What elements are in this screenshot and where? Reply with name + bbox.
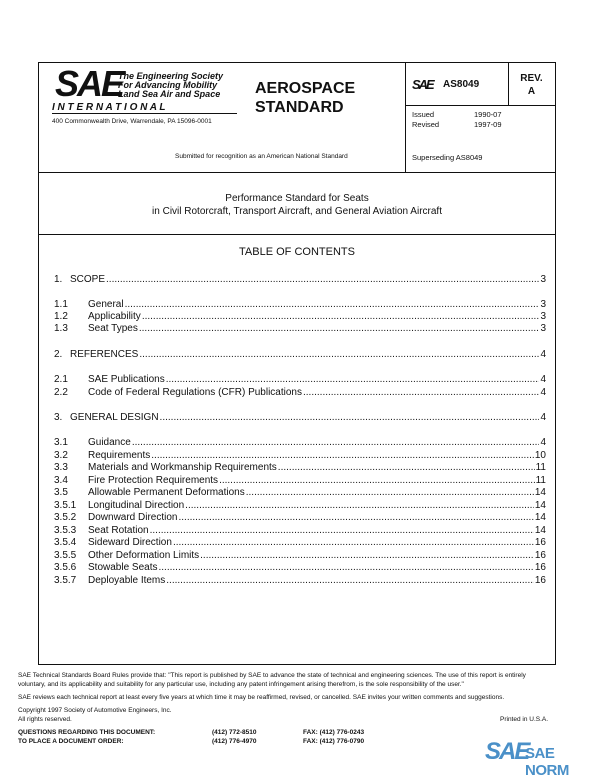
divider bbox=[405, 105, 555, 106]
toc-number: 3.3 bbox=[54, 462, 68, 473]
toc-leader bbox=[160, 412, 540, 423]
rev-value: A bbox=[527, 86, 536, 97]
watermark-logo: SAE bbox=[485, 738, 529, 765]
toc-page: 16 bbox=[534, 562, 546, 573]
toc-title: SCOPE bbox=[70, 274, 106, 285]
toc-page: 4 bbox=[540, 387, 546, 398]
toc-page: 16 bbox=[534, 537, 546, 548]
issued-label: Issued bbox=[412, 110, 435, 119]
toc-leader bbox=[200, 550, 534, 561]
toc-page: 3 bbox=[540, 274, 546, 285]
toc-title: Allowable Permanent Deformations bbox=[88, 487, 245, 498]
toc-title: Longitudinal Direction bbox=[88, 500, 185, 511]
toc-entry[interactable] bbox=[54, 562, 546, 573]
toc-entry[interactable] bbox=[54, 462, 546, 473]
policy-text: SAE Technical Standards Board Rules provide that: "This report is published by SAE to advance the state of technical and engineering sciences. The use of this report is entirely bbox=[18, 672, 526, 679]
toc-page: 14 bbox=[534, 512, 546, 523]
toc-leader bbox=[150, 525, 534, 536]
policy-text: voluntary, and its applicability and suitability for any particular use, including any patent infringement arising therefrom, is the sole responsibility of the user." bbox=[18, 681, 464, 688]
toc-page: 16 bbox=[534, 575, 546, 586]
toc-number: 3.5.7 bbox=[54, 575, 77, 586]
toc-number: 3.5.6 bbox=[54, 562, 77, 573]
toc-number: 1.3 bbox=[54, 323, 68, 334]
toc-title: Materials and Workmanship Requirements bbox=[88, 462, 277, 473]
dates bbox=[412, 110, 502, 130]
toc-title: Guidance bbox=[88, 437, 131, 448]
toc-number: 2. bbox=[54, 349, 63, 360]
toc-entry[interactable] bbox=[54, 512, 546, 523]
toc-entry[interactable] bbox=[54, 323, 546, 334]
toc-leader bbox=[246, 487, 534, 498]
superseding: Superseding AS8049 bbox=[412, 153, 483, 162]
printed: Printed in U.S.A. bbox=[500, 716, 549, 723]
toc-entry[interactable] bbox=[54, 537, 546, 548]
toc-entry[interactable] bbox=[54, 475, 546, 486]
toc-number: 3.5.3 bbox=[54, 525, 77, 536]
toc-page: 11 bbox=[535, 475, 546, 486]
rights: All rights reserved. bbox=[18, 716, 72, 723]
toc-page: 3 bbox=[540, 323, 546, 334]
rev-label: REV. bbox=[520, 73, 543, 84]
toc-leader bbox=[132, 437, 540, 448]
revised-label: Revised bbox=[412, 120, 440, 129]
issued-date: 1990-07 bbox=[474, 110, 502, 119]
toc-leader bbox=[219, 475, 535, 486]
revised-date: 1997-09 bbox=[474, 120, 502, 129]
toc-title: Sideward Direction bbox=[88, 537, 172, 548]
toc-page: 4 bbox=[540, 374, 546, 385]
revision bbox=[508, 72, 555, 98]
toc-title: Fire Protection Requirements bbox=[88, 475, 219, 486]
toc-leader bbox=[178, 512, 533, 523]
toc-leader bbox=[125, 299, 540, 310]
toc-leader bbox=[139, 349, 539, 360]
toc-title: General bbox=[88, 299, 124, 310]
tagline-line: For Advancing Mobility bbox=[118, 80, 218, 90]
title-line: Performance Standard for Seats bbox=[225, 193, 369, 204]
divider bbox=[38, 172, 556, 173]
toc-page: 4 bbox=[540, 412, 546, 423]
order-phone: (412) 776-4970 bbox=[212, 738, 257, 745]
toc-page: 14 bbox=[534, 525, 546, 536]
toc-number: 1.2 bbox=[54, 311, 68, 322]
toc-page: 16 bbox=[534, 550, 546, 561]
address: 400 Commonwealth Drive, Warrendale, PA 15096-0001 bbox=[52, 118, 212, 125]
toc-number: 2.2 bbox=[54, 387, 68, 398]
submitted-note: Submitted for recognition as an American National Standard bbox=[175, 153, 348, 160]
international-label: I N T E R N A T I O N A L bbox=[52, 102, 237, 114]
toc-page: 11 bbox=[535, 462, 546, 473]
toc-page: 10 bbox=[534, 450, 546, 461]
toc-title: Other Deformation Limits bbox=[88, 550, 200, 561]
toc-title: Seat Types bbox=[88, 323, 138, 334]
toc-leader bbox=[173, 537, 534, 548]
toc-number: 3.5.5 bbox=[54, 550, 77, 561]
toc-title: SAE Publications bbox=[88, 374, 165, 385]
toc-title: Downward Direction bbox=[88, 512, 178, 523]
toc-heading: TABLE OF CONTENTS bbox=[239, 246, 355, 258]
divider bbox=[405, 62, 406, 173]
doc-type-line: AEROSPACE bbox=[255, 80, 356, 97]
toc-entry[interactable] bbox=[54, 575, 546, 586]
questions-label: QUESTIONS REGARDING THIS DOCUMENT: bbox=[18, 729, 156, 736]
toc-page: 3 bbox=[540, 299, 546, 310]
document-title bbox=[38, 192, 556, 218]
toc-leader bbox=[303, 387, 539, 398]
toc-number: 1. bbox=[54, 274, 63, 285]
toc-leader bbox=[159, 562, 534, 573]
toc-number: 2.1 bbox=[54, 374, 68, 385]
watermark-text: SAE NORM bbox=[525, 745, 569, 776]
toc-title: Stowable Seats bbox=[88, 562, 158, 573]
toc-number: 3.4 bbox=[54, 475, 68, 486]
toc-title: Code of Federal Regulations (CFR) Publications bbox=[88, 387, 302, 398]
org-tagline bbox=[118, 72, 223, 99]
order-fax: FAX: (412) 776-0790 bbox=[303, 738, 365, 745]
toc-entry[interactable] bbox=[54, 349, 546, 360]
questions-fax: FAX: (412) 776-0243 bbox=[303, 729, 365, 736]
toc-entry[interactable] bbox=[54, 274, 546, 285]
doc-type-line: STANDARD bbox=[255, 99, 344, 116]
toc-number: 3.1 bbox=[54, 437, 68, 448]
toc-leader bbox=[142, 311, 540, 322]
toc-title: Applicability bbox=[88, 311, 141, 322]
toc-title: Deployable Items bbox=[88, 575, 166, 586]
toc-entry[interactable] bbox=[54, 311, 546, 322]
toc-entry[interactable] bbox=[54, 374, 546, 385]
toc-page: 4 bbox=[540, 437, 546, 448]
toc-leader bbox=[151, 450, 534, 461]
toc-entry[interactable] bbox=[54, 450, 546, 461]
toc-entry[interactable] bbox=[54, 487, 546, 498]
tagline-line: The Engineering Society bbox=[118, 71, 224, 81]
toc-page: 14 bbox=[534, 500, 546, 511]
toc-leader bbox=[278, 462, 535, 473]
toc-title: Seat Rotation bbox=[88, 525, 149, 536]
toc-title: REFERENCES bbox=[70, 349, 139, 360]
toc-number: 3.5.2 bbox=[54, 512, 77, 523]
toc-title: GENERAL DESIGN bbox=[70, 412, 159, 423]
toc-number: 3. bbox=[54, 412, 63, 423]
toc-entry[interactable] bbox=[54, 550, 546, 561]
toc-number: 3.5 bbox=[54, 487, 68, 498]
toc-entry[interactable] bbox=[54, 437, 546, 448]
toc-number: 3.5.1 bbox=[54, 500, 77, 511]
toc-entry[interactable] bbox=[54, 387, 546, 398]
toc-title: Requirements bbox=[88, 450, 151, 461]
sae-logo: SAE bbox=[55, 63, 124, 104]
copyright: Copyright 1997 Society of Automotive Engineers, Inc. bbox=[18, 707, 172, 714]
toc-leader bbox=[166, 374, 540, 385]
toc-number: 3.5.4 bbox=[54, 537, 77, 548]
doc-type bbox=[255, 79, 355, 117]
toc-leader bbox=[185, 500, 534, 511]
toc-number: 1.1 bbox=[54, 299, 68, 310]
toc-entry[interactable] bbox=[54, 525, 546, 536]
doc-number: AS8049 bbox=[443, 79, 480, 90]
divider bbox=[38, 234, 556, 235]
toc-page: 3 bbox=[540, 311, 546, 322]
title-line: in Civil Rotorcraft, Transport Aircraft, and General Aviation Aircraft bbox=[152, 206, 442, 217]
toc-entry[interactable] bbox=[54, 412, 546, 423]
order-label: TO PLACE A DOCUMENT ORDER: bbox=[18, 738, 124, 745]
review-text: SAE reviews each technical report at least every five years at which time it may be reaffirmed, revised, or cancelled. SAE invites your written comments and suggestions. bbox=[18, 694, 505, 701]
toc-leader bbox=[106, 274, 539, 285]
toc-entry[interactable] bbox=[54, 500, 546, 511]
toc-entry[interactable] bbox=[54, 299, 546, 310]
sae-small-logo: SAE bbox=[412, 77, 433, 92]
toc-leader bbox=[139, 323, 540, 334]
toc-number: 3.2 bbox=[54, 450, 68, 461]
toc-page: 14 bbox=[534, 487, 546, 498]
questions-phone: (412) 772-8510 bbox=[212, 729, 257, 736]
tagline-line: Land Sea Air and Space bbox=[118, 89, 221, 99]
toc-page: 4 bbox=[540, 349, 546, 360]
toc-leader bbox=[166, 575, 534, 586]
